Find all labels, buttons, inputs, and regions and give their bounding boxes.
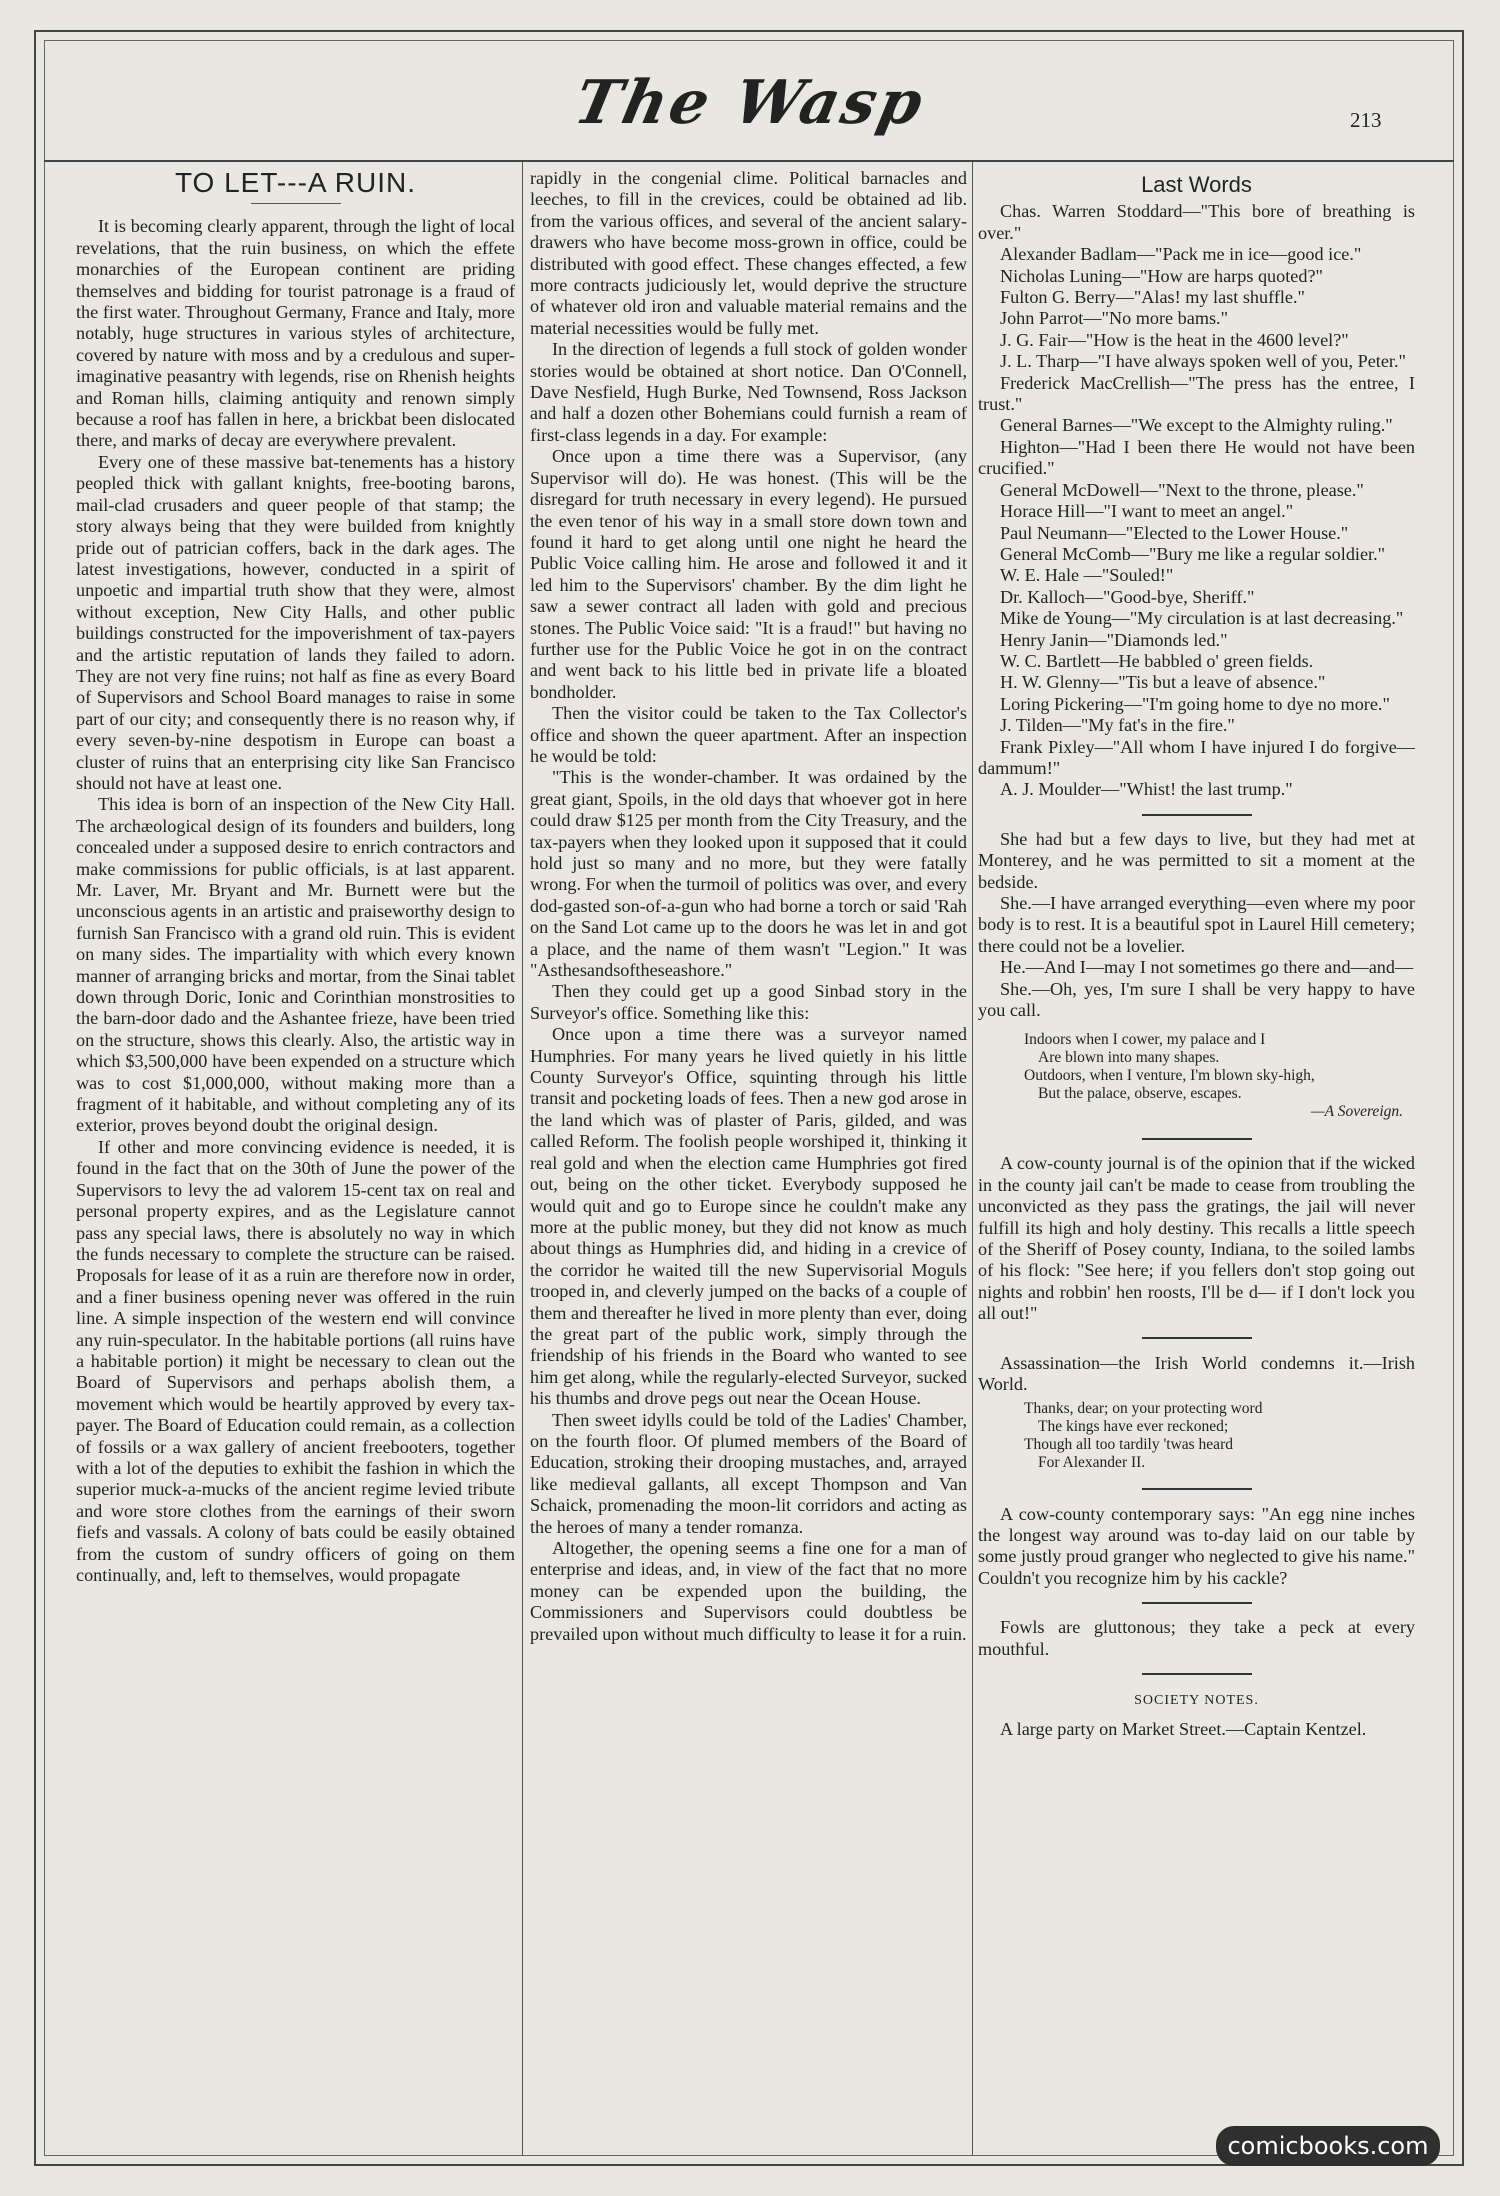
assassination-paragraph: Assassination—the Irish World condemns it.—Irish World. — [978, 1352, 1415, 1395]
article-paragraph: Altogether, the opening seems a fine one for a man of enterprise and ideas, and, in view of the fact that no more money can be expended upon the building, the Commissioners and Supervisors could doubtless be prevailed upon without much difficulty to lease it for a ruin. — [530, 1538, 967, 1644]
last-words-list — [978, 201, 1415, 800]
society-note: A large party on Market Street.—Captain Kentzel. — [1000, 1719, 1367, 1740]
article-paragraph: Once upon a time there was a surveyor named Humphries. For many years he lived quietly in his little County Surveyor's Office, squinting through his little transit and pocketing loads of fees. Then a new god arose in the land which was of plaster of Paris, gilded, and was called Reform. The foolish people worshiped it, thinking it real gold and when the election came Humphries got fired out, being on the other ticket. Everybody supposed he would quit and go to Europe since he couldn't make any more at the public money, but they did not know as much about things as Humphries did, and hiding in a crevice of the corridor he waited till the new Supervisorial Moguls trooped in, and cleverly jumped on the backs of a couple of them and thereafter he lived in more plenty than ever, doing the great part of the public work, simply through the friendship of his friends in the Board who wanted to see him get along, while the regularly-elected Surveyor, sucked his thumbs and drove pegs out near the Ocean House. — [530, 1024, 967, 1409]
column-divider-1 — [522, 162, 523, 2156]
article-paragraph: Then sweet idylls could be told of the Ladies' Chamber, on the fourth floor. Of plumed members of the Board of Education, stroking their drooping mustaches, and, arrayed like medieval gallants, all except Thompson and Van Schaick, promenading the moon-lit corridors and acting as the heroes of many a tender romanza. — [530, 1409, 967, 1537]
poem-line: For Alexander II. — [1038, 1453, 1146, 1471]
society-notes-heading: SOCIETY NOTES. — [1134, 1692, 1259, 1708]
last-words-entry: John Parrot—"No more bams." — [1000, 308, 1229, 329]
header-rule — [44, 160, 1454, 162]
poem-signature: —A Sovereign. — [1310, 1103, 1403, 1121]
last-words-heading: Last Words — [1141, 172, 1252, 197]
dialogue-paragraph: She.—I have arranged everything—even where my poor body is to rest. It is a beautiful spot in Laurel Hill cemetery; there could not be a lovelier. — [978, 893, 1415, 956]
article-paragraph: If other and more convincing evidence is needed, it is found in the fact that on the 30th of June the power of the Supervisors to levy the ad valorem 15-cent tax on real and personal property expires, and as the Legislature cannot pass any special laws, there is absolutely no way in which the funds necessary to complete the structure can be raised. Proposals for lease of it as a ruin are therefore now in order, and a finer business opening never was offered in the ruin line. A simple inspection of the western end will convince any ruin-speculator. In the habitable portions (all ruins have a habitable portion) it might be necessary to clean out the Board of Supervisors and perhaps abolish them, a movement which would be heartily approved by every tax-payer. The Board of Education could remain, as a collection of fossils or a wax gallery of ancient freebooters, together with a lot of the deputies to exhibit the fashion in which the superior muck-a-mucks of the ancient regime levied tribute and wore store clothes from the earnings of their sworn fiefs and vassals. A colony of bats could be easily obtained from the custom of sundry officers of going on them continually, and, left to themselves, would propagate — [76, 1136, 515, 1585]
poem-line: Indoors when I cower, my palace and I — [1024, 1031, 1266, 1049]
last-words-entry: W. C. Bartlett—He babbled o' green fields. — [1000, 650, 1314, 671]
poem-line: Are blown into many shapes. — [1038, 1049, 1220, 1067]
dialogue-paragraph: She had but a few days to live, but they had met at Monterey, and he was permitted to sit a moment at the bedside. — [978, 828, 1415, 892]
last-words-entry: J. G. Fair—"How is the heat in the 4600 level?" — [1000, 329, 1349, 350]
last-words-entry: Dr. Kalloch—"Good-bye, Sheriff." — [1000, 586, 1255, 607]
section-separator — [978, 1482, 1415, 1498]
cow-county-paragraph: A cow-county journal is of the opinion that if the wicked in the county jail can't be made to cease from troubling the unconvicted as they pass the gratings, the jail will never fulfill its high and holy destiny. This recalls a little speech of the Sheriff of Posey county, Indiana, to the soiled lambs of his flock: "See here; if you fellers don't stop going out nights and robbin' hen roosts, I'll be d— if I don't lock you all out!" — [978, 1153, 1415, 1324]
fowls-paragraph: Fowls are gluttonous; they take a peck at every mouthful. — [978, 1617, 1415, 1659]
last-words-entry: A. J. Moulder—"Whist! the last trump." — [1000, 779, 1293, 800]
poem-line: But the palace, observe, escapes. — [1038, 1085, 1242, 1103]
poem-sovereign — [978, 1031, 1415, 1121]
last-words-entry: W. E. Hale —"Souled!" — [1000, 565, 1174, 586]
section-separator — [978, 1131, 1415, 1147]
masthead-logo: The Wasp — [568, 68, 932, 138]
section-separator — [978, 807, 1415, 823]
last-words-entry: Fulton G. Berry—"Alas! my last shuffle." — [1000, 287, 1305, 308]
column-1 — [76, 168, 515, 1586]
article-paragraph: Then they could get up a good Sinbad story in the Surveyor's office. Something like this: — [530, 981, 967, 1023]
last-words-entry: Horace Hill—"I want to meet an angel." — [1000, 501, 1294, 522]
article-headline: TO LET---A RUIN. — [174, 167, 417, 198]
last-words-entry: General Barnes—"We except to the Almighty ruling." — [1000, 415, 1393, 436]
column-2 — [530, 168, 967, 1645]
last-words-entry: Highton—"Had I been there He would not have been crucified." — [978, 436, 1415, 479]
last-words-entry: Loring Pickering—"I'm going home to dye no more." — [1000, 693, 1390, 714]
last-words-entry: Alexander Badlam—"Pack me in ice—good ice." — [1000, 244, 1362, 265]
article-paragraph: rapidly in the congenial clime. Political barnacles and leeches, to fill in the crevices, could be obtained ad lib. from the various offices, and several of the ancient salary-drawers who have become moss-grown in office, could be distributed with good effect. These changes effected, a few more contracts judiciously let, would deprive the structure of whatever old iron and valuable material remains and the material necessities would be fully met. — [530, 168, 967, 338]
egg-paragraph: A cow-county contemporary says: "An egg nine inches the longest way around was to-day laid on our table by some justly proud granger who neglected to give his name." Couldn't you recognize him by his cackle? — [978, 1503, 1415, 1588]
dialogue-paragraph: He.—And I—may I not sometimes go there and—and— — [1000, 957, 1414, 978]
article-paragraph: In the direction of legends a full stock of golden wonder stories would be obtained at short notice. Dan O'Connell, Dave Nesfield, Hugh Burke, Ned Townsend, Ross Jackson and half a dozen other Bohemians could furnish a ream of first-class legends in a day. For example: — [530, 339, 967, 445]
article-paragraph: It is becoming clearly apparent, through the light of local revelations, that the ruin business, on which the effete monarchies of the European continent are priding themselves and bidding for tourist patronage is a fraud of the first water. Throughout Germany, France and Italy, more notably, huge structures in various styles of architecture, covered by nature with moss and by a credulous and super-imaginative peasantry with legends, rise on Rhenish heights and Roman hills, claiming antiquity and renown simply because a roof has fallen in here, a brickbat been dislocated there, and marks of decay are everywhere prevalent. — [76, 216, 515, 451]
headline-rule — [251, 203, 341, 204]
poem-line: Though all too tardily 'twas heard — [1024, 1435, 1233, 1453]
poem-line: Outdoors, when I venture, I'm blown sky-high, — [1024, 1067, 1315, 1085]
last-words-entry: Henry Janin—"Diamonds led." — [1000, 629, 1228, 650]
last-words-entry: Frederick MacCrellish—"The press has the entree, I trust." — [978, 372, 1415, 415]
last-words-entry: General McDowell—"Next to the throne, please." — [1000, 479, 1364, 500]
last-words-entry: J. Tilden—"My fat's in the fire." — [1000, 715, 1235, 736]
masthead — [0, 68, 1500, 138]
last-words-entry: Nicholas Luning—"How are harps quoted?" — [1000, 265, 1323, 286]
last-words-entry: General McComb—"Bury me like a regular soldier." — [1000, 543, 1386, 564]
page-number: 213 — [1350, 108, 1382, 132]
last-words-entry: J. L. Tharp—"I have always spoken well of you, Peter." — [1000, 351, 1406, 372]
last-words-entry: Paul Neumann—"Elected to the Lower House." — [1000, 522, 1349, 543]
poem-line: The kings have ever reckoned; — [1038, 1417, 1229, 1435]
poem-line: Thanks, dear; on your protecting word — [1024, 1399, 1263, 1417]
article-paragraph: Then the visitor could be taken to the Tax Collector's office and shown the queer apartment. After an inspection he would be told: — [530, 703, 967, 766]
last-words-entry: H. W. Glenny—"Tis but a leave of absence." — [1000, 672, 1326, 693]
poem-alexander — [978, 1400, 1415, 1472]
watermark-badge: comicbooks.com — [1216, 2126, 1440, 2166]
section-separator — [978, 1666, 1415, 1682]
article-paragraph: This idea is born of an inspection of the New City Hall. The archæological design of its founders and builders, long concealed under a supposed desire to enrich contractors and make commissions for public officials, is at last apparent. Mr. Laver, Mr. Bryant and Mr. Burnett were but the unconscious agents in an artistic and praiseworthy design to furnish San Francisco with a grand old ruin. This is evident on many sides. The impartiality with which every known manner of arranging bricks and mortar, from the Sinai tablet down through Doric, Ionic and Corinthian monstrosities to the barn-door dado and the Ashantee frieze, have been tried on the structure, shows this clearly. Also, the artistic way in which $3,500,000 have been expended on a structure which was to cost $1,000,000, without making more than a fragment of it habitable, and without completing any of its exterior, proves beyond doubt the original design. — [76, 794, 515, 1136]
dialogue-paragraph: She.—Oh, yes, I'm sure I shall be very happy to have you call. — [978, 978, 1415, 1021]
last-words-entry: Chas. Warren Stoddard—"This bore of breathing is over." — [978, 201, 1415, 243]
article-paragraph: "This is the wonder-chamber. It was ordained by the great giant, Spoils, in the old days that whoever got in here could draw $125 per month from the City Treasury, and the tax-payers when they looked upon it supposed that it could hold just so many and no more, but they were fatally wrong. For when the turmoil of politics was over, and every dod-gasted son-of-a-gun who had borne a torch or said 'Rah on the Sand Lot came up to the doors he was let in and got a place, and the name of them wasn't "Legion." It was "Asthesandsoftheseashore." — [530, 767, 967, 981]
last-words-entry: Mike de Young—"My circulation is at last decreasing." — [1000, 608, 1404, 629]
section-separator — [978, 1595, 1415, 1611]
column-divider-2 — [972, 162, 973, 2156]
section-separator — [978, 1331, 1415, 1347]
column-3 — [978, 168, 1415, 1741]
article-paragraph: Once upon a time there was a Supervisor, (any Supervisor will do). He was honest. (This will be the disregard for truth necessary in every legend). He pursued the even tenor of his way in a small store down town and found it hard to get along until one night he heard the Public Voice calling him. He arose and followed it and it led him to the Supervisors' chamber. By the dim light he saw a sewer contract all laden with gold and precious stones. The Public Voice said: "It is a fraud!" but having no further use for the Public Voice he got in on the contract and went back to his little bed in private life a bloated bondholder. — [530, 446, 967, 702]
article-paragraph: Every one of these massive bat-tenements has a history peopled thick with gallant knights, free-booting barons, mail-clad crusaders and queer people of that stamp; the story always being that they were builded from knightly pride out of patrician coffers, back in the dark ages. The latest investigations, however, conducted in a spirit of unpoetic and impartial truth show that they were, almost without exception, New City Halls, and other public buildings constructed for the impoverishment of tax-payers and the artistic reputation of lands they failed to adorn. They are not very fine ruins; not half as fine as every Board of Supervisors and School Board manages to raise in some part of our city; and consequently there is no reason why, if every seven-by-nine despotism in Europe can boast a cluster of ruins that an enterprising city like San Francisco should not have at least one. — [76, 451, 515, 793]
last-words-entry: Frank Pixley—"All whom I have injured I do forgive—dammum!" — [978, 736, 1415, 778]
